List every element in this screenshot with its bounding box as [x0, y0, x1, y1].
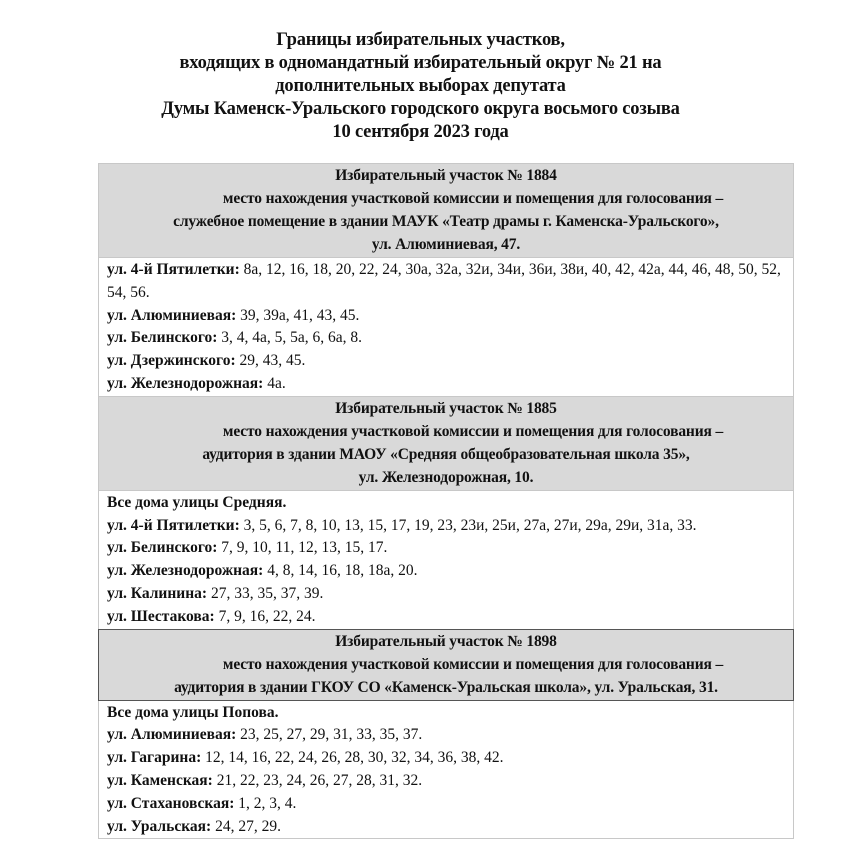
precincts-table: [98, 163, 794, 839]
street-name: ул. Алюминиевая:: [107, 306, 237, 324]
street-row: [107, 583, 785, 606]
title-line: входящих в одномандатный избирательный округ № 21 на: [179, 53, 662, 73]
street-row: [107, 492, 785, 515]
street-row: [107, 770, 785, 793]
house-numbers: 39, 39а, 41, 43, 45.: [236, 306, 360, 324]
street-name: ул. Белинского:: [107, 539, 218, 557]
house-numbers: 8а, 12, 16, 18, 20, 22, 24, 30а, 32а, 32и, 34и, 36и, 38и, 40, 42, 42а, 44, 46, 48, 50, 52, 54, 56.: [107, 261, 781, 301]
precinct-location-line: аудитория в здании МАОУ «Средняя общеобразовательная школа 35»,: [202, 445, 690, 463]
street-name: ул. Шестакова:: [107, 607, 215, 625]
house-numbers: 29, 43, 45.: [235, 352, 306, 370]
street-name: ул. Алюминиевая:: [107, 726, 237, 744]
house-numbers: 4а.: [263, 374, 286, 392]
precinct-header-1898: [98, 629, 794, 701]
precinct-number: Избирательный участок № 1884: [335, 167, 557, 184]
title-line: Думы Каменск-Уральского городского округа восьмого созыва: [161, 99, 680, 119]
house-numbers: 3, 4, 4а, 5, 5а, 6, 6а, 8.: [217, 329, 363, 347]
street-row: [107, 793, 785, 816]
precinct-streets-1884: [98, 258, 794, 396]
street-name: ул. Гагарина:: [107, 749, 202, 767]
title-line: дополнительных выборах депутата: [275, 76, 566, 96]
street-name: ул. Белинского:: [107, 329, 218, 347]
title-line: 10 сентября 2023 года: [332, 122, 509, 142]
street-row: [107, 327, 785, 350]
precinct-location-line: аудитория в здании ГКОУ СО «Каменск-Уральская школа», ул. Уральская, 31.: [174, 678, 718, 696]
precinct-number: Избирательный участок № 1898: [335, 632, 557, 650]
street-row: [107, 373, 785, 396]
precinct-location-line: ул. Железнодорожная, 10.: [358, 468, 534, 486]
street-row: [107, 816, 785, 839]
street-row: [107, 747, 785, 770]
street-name: ул. Железнодорожная:: [107, 374, 264, 392]
precinct-number: Избирательный участок № 1885: [335, 399, 557, 417]
precinct-streets-1898: [98, 701, 794, 840]
street-name: ул. Стахановская:: [107, 794, 235, 812]
street-row: [107, 606, 785, 629]
street-row: [107, 350, 785, 373]
street-row: [107, 724, 785, 747]
street-row: [107, 515, 785, 538]
street-name: Все дома улицы Средняя.: [107, 493, 287, 511]
street-name: ул. 4-й Пятилетки:: [107, 516, 240, 534]
street-row: [107, 560, 785, 583]
precinct-location-line: место нахождения участковой комиссии и помещения для голосования –: [222, 422, 724, 440]
street-name: ул. Железнодорожная:: [107, 562, 264, 580]
house-numbers: 23, 25, 27, 29, 31, 33, 35, 37.: [236, 726, 423, 744]
house-numbers: 7, 9, 16, 22, 24.: [214, 607, 316, 625]
street-row: [107, 259, 785, 305]
house-numbers: 24, 27, 29.: [211, 817, 281, 835]
house-numbers: 3, 5, 6, 7, 8, 10, 13, 15, 17, 19, 23, 23и, 25и, 27а, 27и, 29а, 29и, 31а, 33.: [239, 516, 697, 534]
document-title: [0, 29, 841, 144]
street-name: ул. Каменская:: [107, 771, 213, 789]
house-numbers: 4, 8, 14, 16, 18, 18а, 20.: [263, 562, 418, 580]
title-line: Границы избирательных участков,: [276, 30, 565, 50]
precinct-location-line: место нахождения участковой комиссии и помещения для голосования –: [222, 190, 724, 207]
precinct-location-line: ул. Алюминиевая, 47.: [371, 236, 521, 253]
house-numbers: 12, 14, 16, 22, 24, 26, 28, 30, 32, 34, 36, 38, 42.: [201, 749, 504, 767]
street-name: ул. Дзержинского:: [107, 352, 236, 370]
house-numbers: 7, 9, 10, 11, 12, 13, 15, 17.: [217, 539, 388, 557]
street-row: [107, 702, 785, 725]
house-numbers: 21, 22, 23, 24, 26, 27, 28, 31, 32.: [212, 771, 423, 789]
precinct-streets-1885: [98, 491, 794, 629]
street-row: [107, 537, 785, 560]
house-numbers: 27, 33, 35, 37, 39.: [207, 584, 324, 602]
street-name: ул. Уральская:: [107, 817, 212, 835]
precinct-header-1884: [98, 163, 794, 258]
street-row: [107, 305, 785, 328]
precinct-location-line: служебное помещение в здании МАУК «Театр драмы г. Каменска-Уральского»,: [173, 213, 719, 230]
street-name: ул. 4-й Пятилетки:: [107, 261, 240, 278]
precinct-header-1885: [98, 396, 794, 491]
street-name: Все дома улицы Попова.: [107, 703, 279, 721]
precinct-location-line: место нахождения участковой комиссии и помещения для голосования –: [222, 655, 724, 673]
street-name: ул. Калинина:: [107, 584, 208, 602]
house-numbers: 1, 2, 3, 4.: [234, 794, 297, 812]
